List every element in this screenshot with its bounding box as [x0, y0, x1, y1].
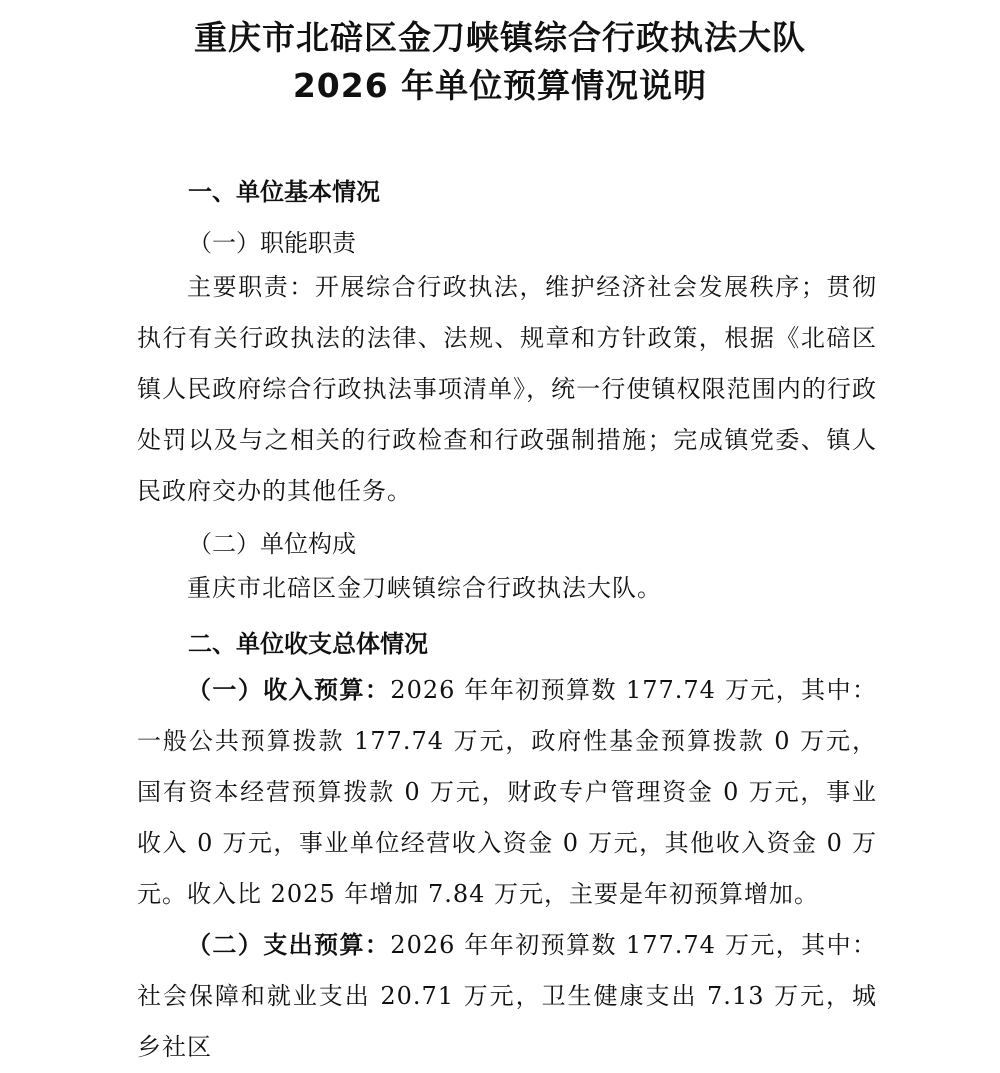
section1-heading: 一、单位基本情况 — [188, 178, 380, 206]
section1-sub2-heading: （二）单位构成 — [188, 530, 356, 558]
duties-paragraph: 主要职责：开展综合行政执法，维护经济社会发展秩序；贯彻执行有关行政执法的法律、法规、规章和方针政策，根据《北碚区镇人民政府综合行政执法事项清单》，统一行使镇权限范围内的行政处罚以及与之相关的行政检查和行政强制措施；完成镇党委、镇人民政府交办的其他任务。 — [137, 273, 877, 505]
income-paragraph — [137, 665, 877, 920]
section2-heading: 二、单位收支总体情况 — [188, 630, 428, 658]
income-text: 2026 年年初预算数 177.74 万元，其中：一般公共预算拨款 177.74 万元，政府性基金预算拨款 0 万元，国有资本经营预算拨款 0 万元，财政专户管理资金 0 万元，事业收入 0 万元，事业单位经营收入资金 0 万元，其他收入资金 0 万元。收入比 2025 年增加 7.84 万元，主要是年初预算增加。 — [137, 676, 877, 908]
income-lead: （一）收入预算： — [187, 676, 391, 704]
expense-paragraph — [137, 920, 877, 1073]
composition-paragraph: 重庆市北碚区金刀峡镇综合行政执法大队。 — [187, 574, 662, 602]
document-title-line1: 重庆市北碚区金刀峡镇综合行政执法大队 — [194, 18, 806, 57]
section1-sub1-heading: （一）职能职责 — [188, 229, 356, 257]
expense-lead: （二）支出预算： — [187, 931, 391, 959]
expense-text: 2026 年年初预算数 177.74 万元，其中：社会保障和就业支出 20.71 万元，卫生健康支出 7.13 万元，城乡社区 — [137, 931, 877, 1061]
document-title-line2: 2026 年单位预算情况说明 — [292, 66, 708, 105]
